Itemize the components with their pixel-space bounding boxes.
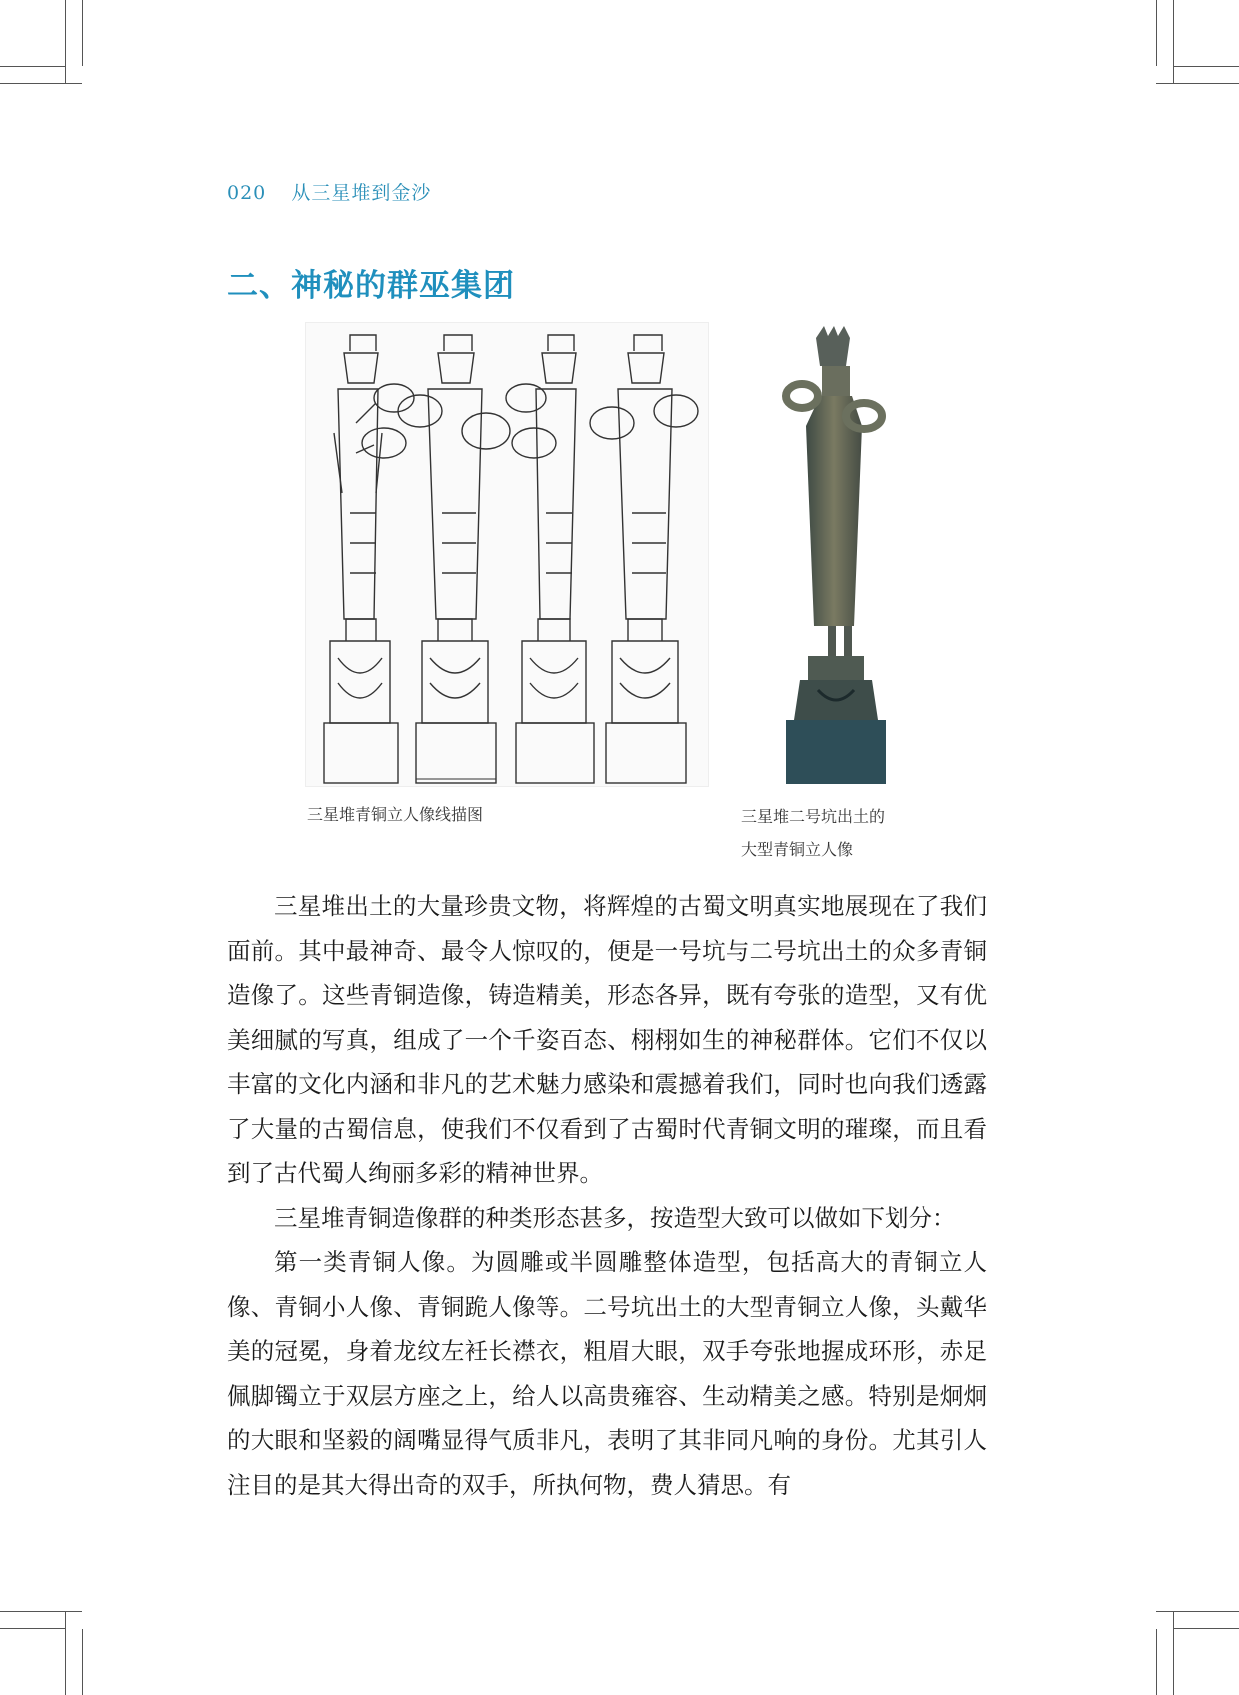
book-title: 从三星堆到金沙 — [291, 182, 432, 204]
crop-mark — [0, 66, 66, 67]
statue-drawing-2 — [398, 335, 510, 783]
paragraph: 第一类青铜人像。为圆雕或半圆雕整体造型，包括高大的青铜立人像、青铜小人像、青铜跪人像等。二号坑出土的大型青铜立人像，头戴华美的冠冕，身着龙纹左衽长襟衣，粗眉大眼，双手夸张地握成环形，赤足佩脚镯立于双层方座之上，给人以高贵雍容、生动精美之感。特别是炯炯的大眼和坚毅的阔嘴显得气质非凡，表明了其非同凡响的身份。尤其引人注目的是其大得出奇的双手，所执何物，费人猜思。有 — [227, 1248, 987, 1499]
crop-mark — [1156, 0, 1157, 66]
bronze-caption-line-2: 大型青铜立人像 — [741, 840, 854, 859]
crop-mark — [0, 1611, 82, 1612]
crop-mark — [1156, 83, 1239, 84]
section-title: 二、神秘的群巫集团 — [227, 268, 515, 304]
crop-mark — [1173, 0, 1174, 84]
statue-drawing-3 — [506, 335, 594, 783]
crop-mark — [0, 1628, 66, 1629]
crop-mark — [82, 0, 83, 66]
crop-mark — [82, 1629, 83, 1695]
statue-drawing-4 — [590, 335, 698, 783]
line-drawing-figure — [305, 322, 709, 787]
bronze-statue-image — [758, 326, 908, 786]
paragraph: 三星堆青铜造像群的种类形态甚多，按造型大致可以做如下划分： — [274, 1203, 956, 1232]
statue-drawing-1 — [324, 335, 414, 783]
crop-mark — [1173, 1611, 1174, 1695]
bronze-statue-caption — [741, 800, 885, 866]
paragraph: 三星堆出土的大量珍贵文物，将辉煌的古蜀文明真实地展现在了我们面前。其中最神奇、最令人惊叹的，便是一号坑与二号坑出土的众多青铜造像了。这些青铜造像，铸造精美，形态各异，既有夸张的造型，又有优美细腻的写真，组成了一个千姿百态、栩栩如生的神秘群体。它们不仅以丰富的文化内涵和非凡的艺术魅力感染和震撼着我们，同时也向我们透露了大量的古蜀信息，使我们不仅看到了古蜀时代青铜文明的璀璨，而且看到了古代蜀人绚丽多彩的精神世界。 — [227, 892, 987, 1187]
crop-mark — [1156, 1611, 1239, 1612]
line-drawing-caption: 三星堆青铜立人像线描图 — [307, 805, 484, 824]
running-head — [227, 178, 431, 205]
body-text — [227, 884, 987, 1507]
crop-mark — [65, 1611, 66, 1695]
crop-mark — [1173, 66, 1239, 67]
bronze-statue-photo — [758, 326, 908, 786]
crop-mark — [65, 0, 66, 84]
line-drawing-image — [306, 323, 708, 786]
crop-mark — [1173, 1628, 1239, 1629]
crop-mark — [1156, 1629, 1157, 1695]
crop-mark — [0, 83, 82, 84]
page-number: 020 — [227, 182, 267, 204]
bronze-caption-line-1: 三星堆二号坑出土的 — [741, 807, 886, 826]
